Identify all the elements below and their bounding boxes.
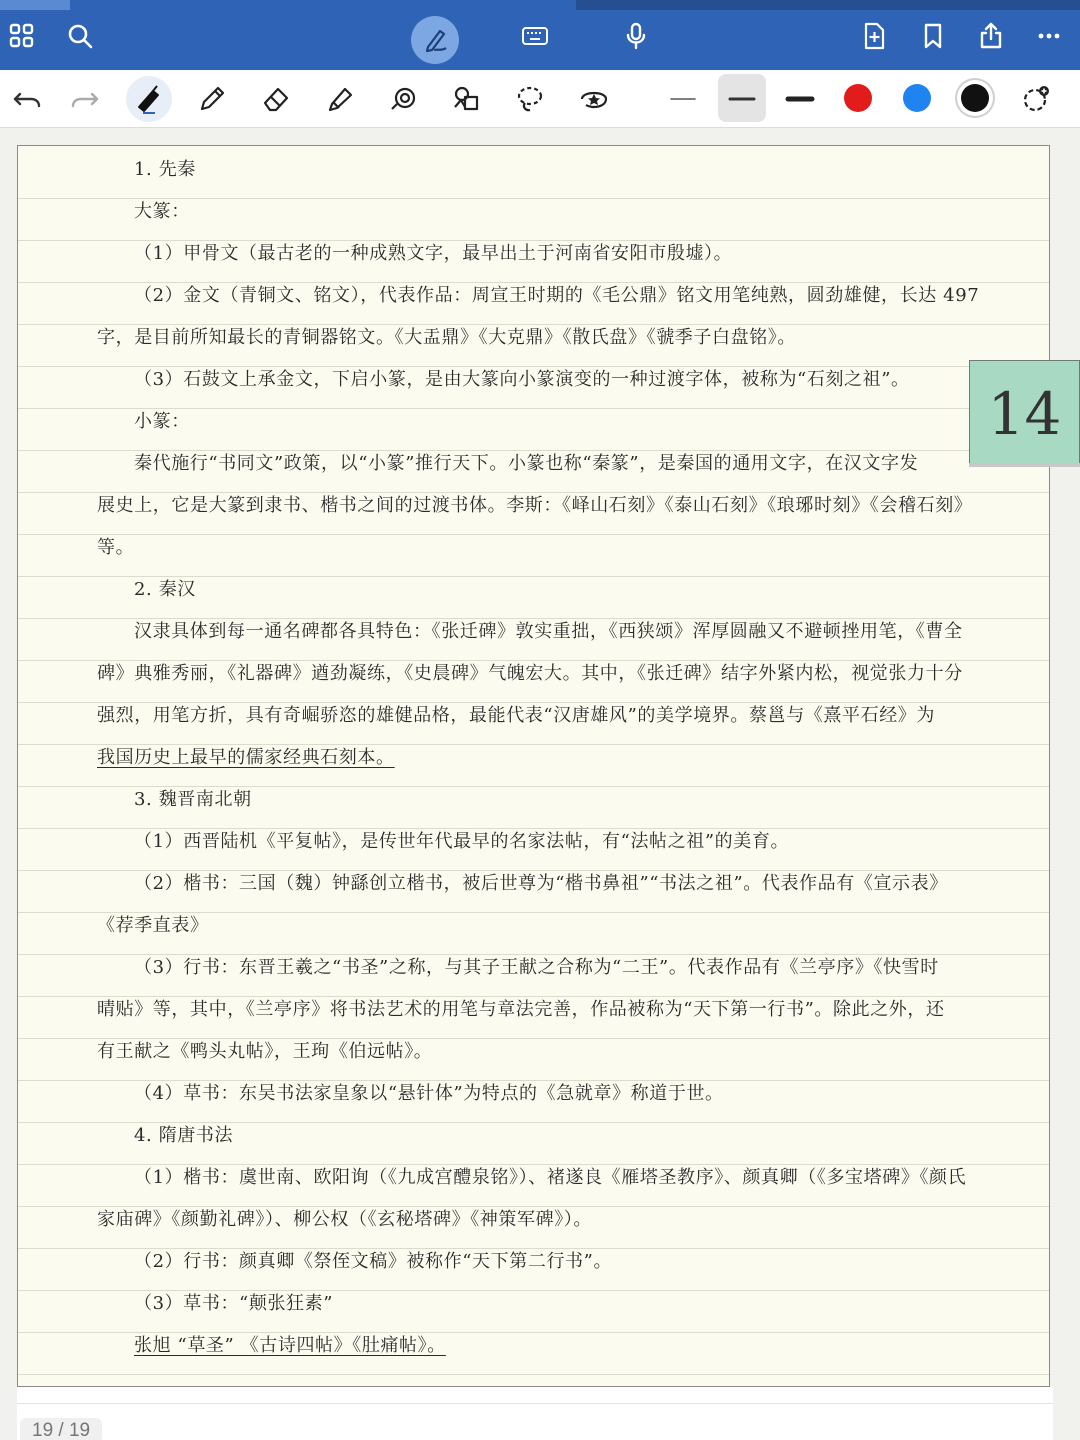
sticky-note-number: 14 — [987, 379, 1062, 448]
text-line: （3）石鼓文上承金文，下启小篆，是由大篆向小篆演变的一种过渡字体，被称为“石刻之祖”。 — [134, 369, 910, 390]
text-line: （1）甲骨文（最古老的一种成熟文字，最早出土于河南省安阳市殷墟）。 — [134, 243, 733, 264]
section-heading: 4. 隋唐书法 — [134, 1125, 234, 1146]
text-line: （1）西晋陆机《平复帖》，是传世年代最早的名家法帖，有“法帖之祖”的美育。 — [134, 831, 790, 852]
text-line: 强烈，用笔方折，具有奇崛骄恣的雄健品格，最能代表“汉唐雄风”的美学境界。蔡邕与《熹平石经》为 — [97, 705, 935, 726]
red-color-swatch[interactable] — [844, 84, 872, 112]
shape-tool-icon[interactable] — [380, 76, 426, 122]
text-line: （4）草书：东吴书法家皇象以“悬针体”为特点的《急就章》称道于世。 — [134, 1083, 724, 1104]
tab-strip-left — [0, 0, 70, 10]
custom-color-icon[interactable] — [1012, 76, 1058, 122]
pencil-tool-icon[interactable] — [189, 76, 235, 122]
text-line: 有王献之《鸭头丸帖》，王珣《伯远帖》。 — [97, 1041, 433, 1062]
section-heading: 2. 秦汉 — [134, 579, 196, 600]
stroke-medium-option[interactable] — [719, 76, 765, 122]
eraser-tool-icon[interactable] — [253, 76, 299, 122]
text-line: （1）楷书：虞世南、欧阳询（《九成宫醴泉铭》）、褚遂良《雁塔圣教序》、颜真卿（《多宝塔碑》《颜氏 — [134, 1167, 967, 1188]
ruled-line — [17, 1403, 1053, 1404]
section-heading: 3. 魏晋南北朝 — [134, 789, 252, 810]
next-page-preview[interactable] — [17, 1387, 1053, 1440]
stroke-thick-option[interactable] — [777, 76, 823, 122]
text-line: 《荐季直表》 — [97, 915, 209, 936]
ruled-line — [18, 1374, 1049, 1375]
highlighter-tool-icon[interactable] — [317, 76, 363, 122]
app-top-bar — [0, 0, 1080, 70]
keyboard-icon[interactable] — [515, 16, 555, 56]
share-icon[interactable] — [971, 16, 1011, 56]
write-mode-button[interactable] — [411, 16, 459, 64]
text-line: （2）楷书：三国（魏）钟繇创立楷书，被后世尊为“楷书鼻祖”“书法之祖”。代表作品有《宣示表》 — [134, 873, 948, 894]
sticky-note-shadow — [969, 463, 1080, 467]
text-line: 等。 — [97, 537, 135, 558]
text-line: 汉隶具体到每一通名碑都各具特色：《张迁碑》敦实重拙，《西狭颂》浑厚圆融又不避顿挫用笔，《曹全 — [134, 621, 963, 642]
lasso-tool-icon[interactable] — [507, 76, 553, 122]
more-icon[interactable] — [1029, 16, 1069, 56]
microphone-icon[interactable] — [616, 16, 656, 56]
text-line: 张旭 “草圣” 《古诗四帖》《肚痛帖》。 — [134, 1335, 446, 1356]
redo-icon[interactable] — [62, 76, 108, 122]
bookmark-icon[interactable] — [913, 16, 953, 56]
sticker-tool-icon[interactable] — [571, 76, 617, 122]
text-line: 字，是目前所知最长的青铜器铭文。《大盂鼎》《大克鼎》《散氏盘》《虢季子白盘铭》。 — [97, 327, 796, 348]
text-line: 晴贴》等，其中，《兰亭序》将书法艺术的用笔与章法完善，作品被称为“天下第一行书”。除此之外，还 — [97, 999, 945, 1020]
sub-heading: 大篆： — [134, 201, 190, 222]
grid-view-icon[interactable] — [2, 16, 42, 56]
black-color-swatch[interactable] — [961, 84, 989, 112]
fountain-pen-tool-icon[interactable] — [126, 76, 172, 122]
sub-heading: 小篆： — [134, 411, 190, 432]
add-page-icon[interactable] — [854, 16, 894, 56]
text-line: （3）行书：东晋王羲之“书圣”之称，与其子王献之合称为“二王”。代表作品有《兰亭序》《快雪时 — [134, 957, 939, 978]
undo-icon[interactable] — [4, 76, 50, 122]
page-indicator: 19 / 19 — [20, 1418, 102, 1440]
tab-strip-right — [576, 0, 1080, 10]
text-line: 展史上，它是大篆到隶书、楷书之间的过渡书体。李斯：《峄山石刻》《泰山石刻》《琅琊时刻》《会稽石刻》 — [97, 495, 973, 516]
notebook-page[interactable] — [17, 145, 1050, 1387]
section-heading: 1. 先秦 — [134, 159, 196, 180]
handwriting-pen-icon — [420, 25, 450, 55]
drawing-toolbar — [0, 70, 1080, 128]
search-icon[interactable] — [60, 16, 100, 56]
ruled-line — [18, 534, 1049, 535]
blue-color-swatch[interactable] — [903, 84, 931, 112]
text-line: （2）金文（青铜文、铭文），代表作品：周宣王时期的《毛公鼎》铭文用笔纯熟，圆劲雄健，长达 497 — [134, 285, 980, 306]
text-line: 家庙碑》《颜勤礼碑》）、柳公权（《玄秘塔碑》《神策军碑》）。 — [97, 1209, 592, 1230]
text-line: （2）行书：颜真卿《祭侄文稿》被称作“天下第二行书”。 — [134, 1251, 613, 1272]
stroke-thin-option[interactable] — [660, 76, 706, 122]
text-line: 碑》典雅秀丽，《礼器碑》遒劲凝练，《史晨碑》气魄宏大。其中，《张迁碑》结字外紧内松，视觉张力十分 — [97, 663, 963, 684]
text-line: 我国历史上最早的儒家经典石刻本。 — [97, 747, 395, 768]
element-tool-icon[interactable] — [444, 76, 490, 122]
page-number-sticky-note[interactable] — [969, 360, 1080, 467]
text-line: （3）草书：“颠张狂素” — [134, 1293, 334, 1314]
text-line: 秦代施行“书同文”政策，以“小篆”推行天下。小篆也称“秦篆”，是秦国的通用文字，在汉文字发 — [134, 453, 919, 474]
